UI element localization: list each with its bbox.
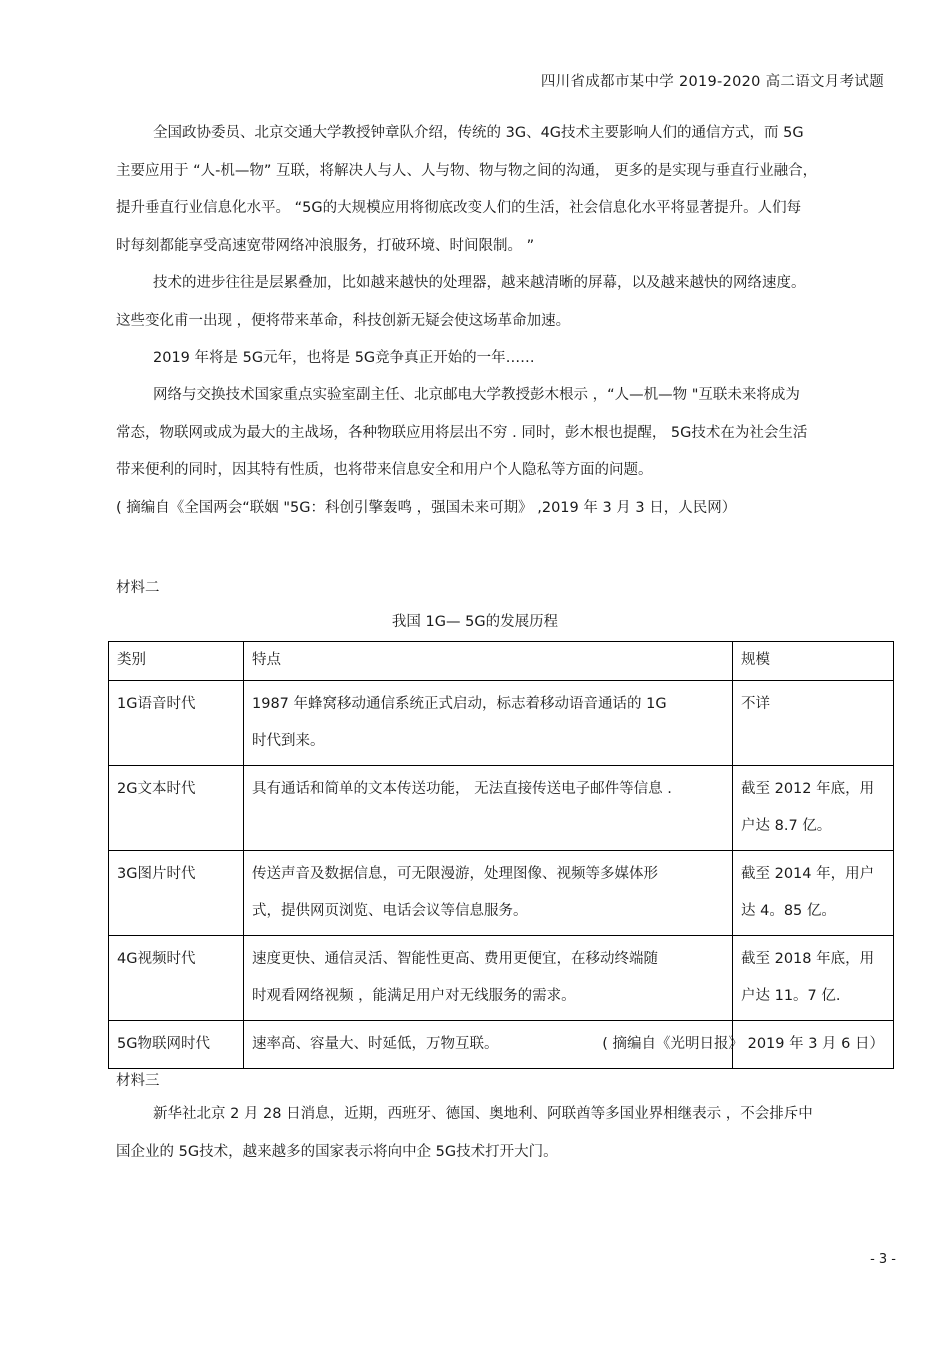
cell-line: 时观看网络视频 ，能满足用户对无线服务的需求。 (252, 988, 576, 1004)
table-row (109, 936, 894, 1021)
paragraph-line: 常态，物联网或成为最大的主战场，各种物联应用将层出不穷 . 同时，彭木根也提醒， 5G技术在为社会生活 (116, 424, 808, 441)
cell-line: 式，提供网页浏览、电话会议等信息服务。 (252, 903, 528, 919)
cell-line: 不详 (741, 696, 770, 712)
paragraph-line: 带来便利的同时，因其特有性质，也将带来信息安全和用户个人隐私等方面的问题。 (116, 462, 653, 478)
paragraph-line: 这些变化甫一出现 ，便将带来革命，科技创新无疑会使这场革命加速。 (116, 312, 571, 329)
cell-category: 5G物联网时代 (109, 1021, 244, 1069)
table-row (109, 681, 894, 766)
cell-line: 达 4。85 亿。 (741, 903, 836, 919)
table-row (109, 766, 894, 851)
cell-feature (244, 766, 733, 851)
cell-line: 速度更快、通信灵活、智能性更高、费用更便宜，在移动终端随 (252, 951, 658, 967)
paragraph-line: 提升垂直行业信息化水平。 “5G的大规模应用将彻底改变人们的生活，社会信息化水平将显著提升。人们每 (116, 200, 802, 216)
paragraph-line: 时每刻都能享受高速宽带网络冲浪服务，打破环境、时间限制。 ” (116, 237, 535, 254)
cell-category: 2G文本时代 (109, 766, 244, 851)
table-title: 我国 1G— 5G的发展历程 (391, 614, 559, 630)
paragraph-line: 全国政协委员、北京交通大学教授钟章队介绍，传统的 3G、4G技术主要影响人们的通信方式，而 5G (153, 125, 804, 141)
cell-line: 户达 8.7 亿。 (741, 818, 832, 834)
page-number: - 3 - (870, 1252, 896, 1267)
cell-line: 1987 年蜂窝移动通信系统正式启动，标志着移动语音通话的 1G (252, 696, 667, 712)
paragraph-4 (116, 377, 886, 527)
header-feature: 特点 (244, 642, 733, 681)
paragraph-line: 主要应用于 “人-机—物” 互联，将解决人与人、人与物、物与物之间的沟通， 更多的是实现与垂直行业融合， (116, 162, 818, 179)
cell-line: 传送声音及数据信息，可无限漫游，处理图像、视频等多媒体形 (252, 866, 658, 882)
cell-line: 截至 2014 年，用户 (741, 866, 875, 882)
header-scale: 规模 (733, 642, 894, 681)
cell-line: 户达 11。7 亿. (741, 988, 841, 1004)
paragraph-5 (116, 1096, 886, 1171)
development-table (108, 641, 894, 1069)
cell-scale (733, 681, 894, 766)
paragraph-line: 技术的进步往往是层累叠加，比如越来越快的处理器，越来越清晰的屏幕，以及越来越快的网络速度。 (153, 275, 806, 291)
paragraph-3 (116, 340, 886, 378)
paragraph-2 (116, 265, 886, 340)
cell-category: 1G语音时代 (109, 681, 244, 766)
material-3-label: 材料三 (116, 1073, 160, 1089)
cell-line: 速率高、容量大、时延低，万物互联。 (252, 1036, 499, 1052)
material-2-label: 材料二 (116, 580, 160, 596)
paragraph-line: 网络与交换技术国家重点实验室副主任、北京邮电大学教授彭木根示 ，“人—机—物 "互联未来将成为 (153, 387, 800, 403)
paragraph-line: 国企业的 5G技术，越来越多的国家表示将向中企 5G技术打开大门。 (116, 1143, 558, 1160)
cell-feature (244, 851, 733, 936)
source-citation-2: ( 摘编自《光明日报》 2019 年 3 月 6 日） (602, 1036, 884, 1052)
paragraph-1 (116, 115, 886, 265)
cell-line: 截至 2012 年底，用 (741, 781, 875, 797)
paragraph-line: 新华社北京 2 月 28 日消息，近期，西班牙、德国、奥地利、阿联酋等多国业界相继表示 ，不会排斥中 (153, 1106, 813, 1122)
cell-scale (733, 936, 894, 1021)
cell-line: 截至 2018 年底，用 (741, 951, 875, 967)
table-header-row (109, 642, 894, 681)
cell-feature (244, 681, 733, 766)
cell-category: 4G视频时代 (109, 936, 244, 1021)
cell-category: 3G图片时代 (109, 851, 244, 936)
paragraph-line: 2019 年将是 5G元年，也将是 5G竞争真正开始的一年…… (153, 350, 535, 366)
cell-scale (733, 766, 894, 851)
header-category: 类别 (109, 642, 244, 681)
cell-line: 具有通话和简单的文本传送功能， 无法直接传送电子邮件等信息 . (252, 781, 672, 797)
cell-scale (733, 851, 894, 936)
page-header: 四川省成都市某中学 2019-2020 高二语文月考试题 (540, 74, 884, 90)
cell-line: 时代到来。 (252, 733, 325, 749)
source-citation-1: ( 摘编自《全国两会“联姻 "5G：科创引擎轰鸣 ，强国未来可期》 ,2019 年 3 月 3 日，人民网） (116, 499, 737, 516)
table-row (109, 851, 894, 936)
cell-feature (244, 936, 733, 1021)
